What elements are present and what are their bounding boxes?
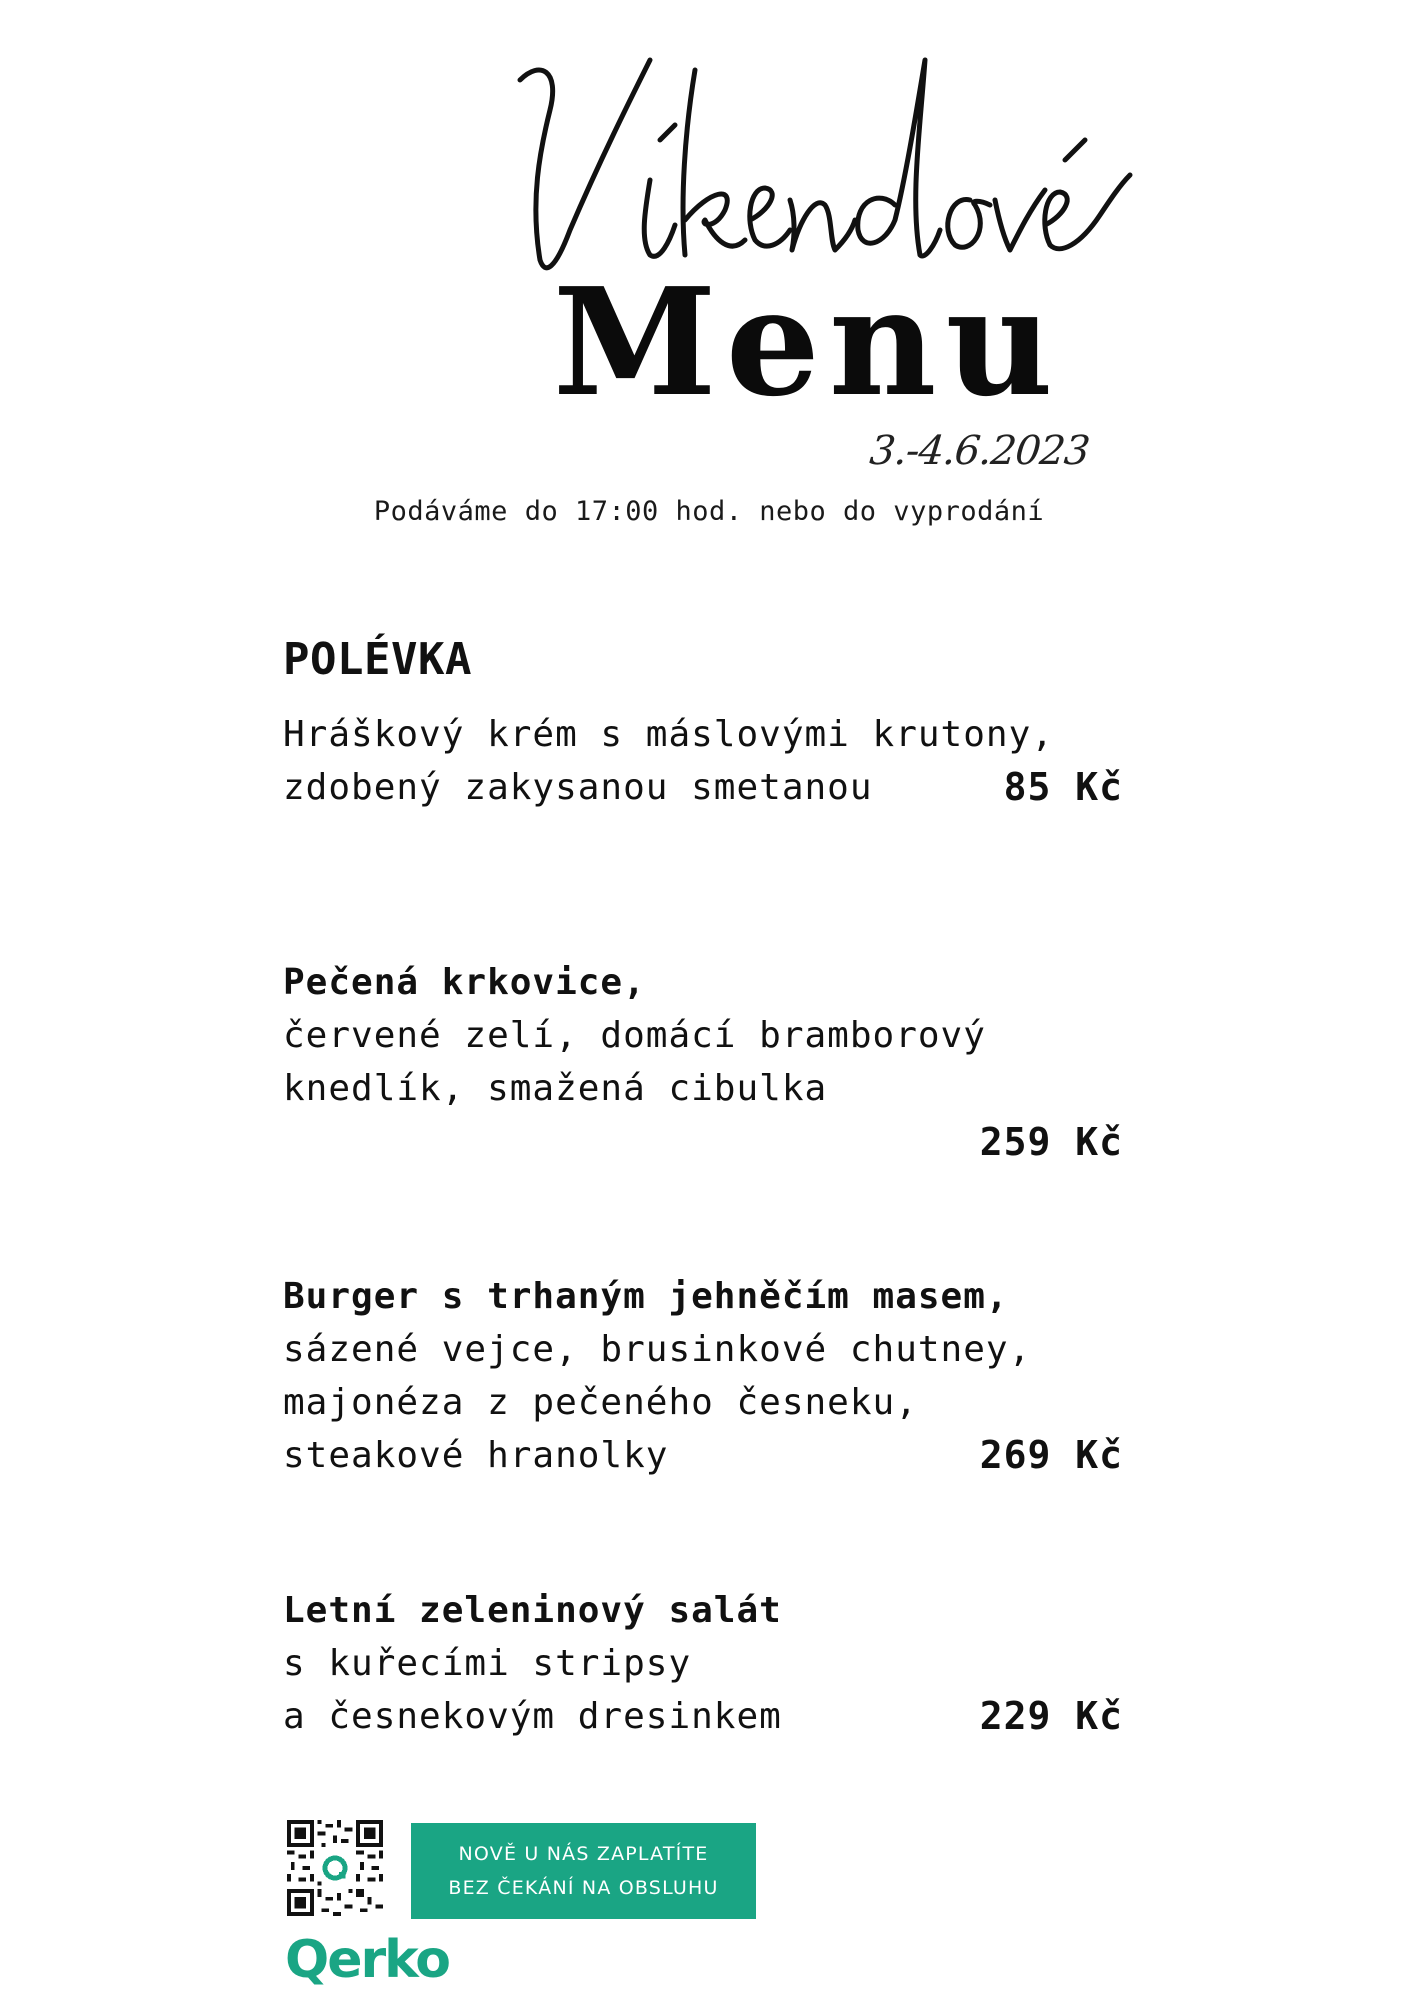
item-price: 269 Kč bbox=[979, 1433, 1123, 1477]
pay-banner-line1: NOVĚ U NÁS ZAPLATÍTE bbox=[458, 1843, 709, 1865]
menu-list bbox=[283, 630, 1123, 1743]
item-desc-line: červené zelí, domácí bramborový bbox=[283, 1015, 986, 1056]
menu-item-burger bbox=[283, 1270, 1123, 1482]
item-price: 259 Kč bbox=[979, 1120, 1123, 1164]
item-desc-line: s kuřecími stripsy bbox=[283, 1643, 692, 1684]
menu-item-soup bbox=[283, 708, 1123, 814]
qr-code-graphic bbox=[287, 1820, 383, 1916]
item-desc-line: Hráškový krém s máslovými krutony, bbox=[283, 714, 1054, 755]
main-title: Menu bbox=[552, 255, 1063, 429]
section-heading-soup: POLÉVKA bbox=[283, 634, 472, 685]
pay-banner-line2: BEZ ČEKÁNÍ NA OBSLUHU bbox=[448, 1877, 719, 1899]
item-desc-line: steakové hranolky bbox=[283, 1435, 669, 1476]
menu-date: 3.-4.6.2023 bbox=[867, 428, 1092, 474]
qerko-logo: Qerko bbox=[285, 1930, 450, 1990]
item-name: Letní zeleninový salát bbox=[283, 1590, 782, 1631]
pay-banner bbox=[411, 1823, 756, 1919]
script-title bbox=[500, 40, 1140, 290]
item-price: 85 Kč bbox=[1003, 765, 1123, 809]
menu-item-pork bbox=[283, 956, 1123, 1168]
item-desc-line: a česnekovým dresinkem bbox=[283, 1696, 782, 1737]
item-name: Burger s trhaným jehněčím masem, bbox=[283, 1276, 1009, 1317]
serving-note: Podáváme do 17:00 hod. nebo do vyprodání bbox=[373, 496, 1045, 527]
item-desc-line: knedlík, smažená cibulka bbox=[283, 1068, 828, 1109]
item-desc-line: zdobený zakysanou smetanou bbox=[283, 767, 873, 808]
item-desc-line: sázené vejce, brusinkové chutney, bbox=[283, 1329, 1032, 1370]
qr-code-icon[interactable] bbox=[287, 1820, 383, 1916]
item-price: 229 Kč bbox=[979, 1694, 1123, 1738]
item-name: Pečená krkovice, bbox=[283, 962, 646, 1003]
menu-item-salad bbox=[283, 1584, 1123, 1743]
item-desc-line: majonéza z pečeného česneku, bbox=[283, 1382, 918, 1423]
script-title-lettering bbox=[500, 40, 1140, 290]
